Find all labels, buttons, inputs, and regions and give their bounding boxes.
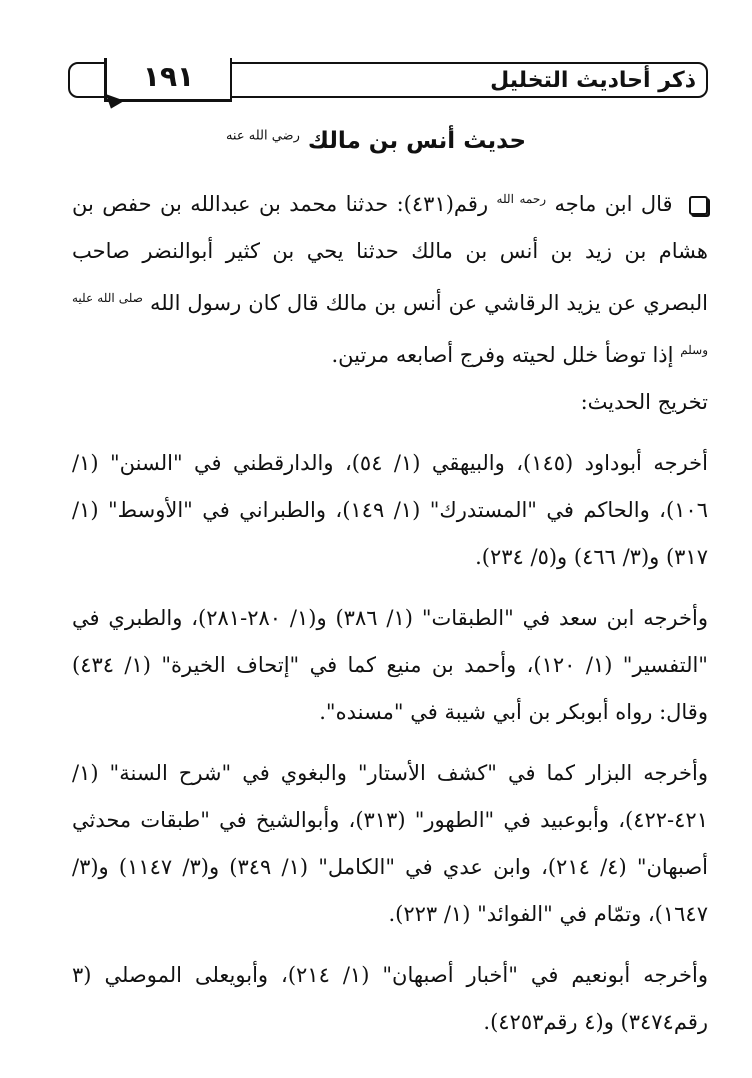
- main-text: [72, 176, 708, 1046]
- section-title-text: حديث أنس بن مالك: [307, 128, 527, 154]
- square-bullet-icon: [689, 196, 708, 215]
- hadith-intro: قال ابن ماجه: [554, 192, 673, 216]
- chapter-title: ذكر أحاديث التخليل: [490, 68, 696, 93]
- takhrij-paragraph-3: وأخرجه البزار كما في "كشف الأستار" والبغوي في "شرح السنة" (١/ ٤٢١-٤٢٢)، وأبوعبيد في "الطهور" (٣١٣)، وأبوالشيخ في "طبقات محدثي أصبهان" (٤/ ٢١٤)، وابن عدي في "الكامل" (١/ ٣٤٩) و(٣/ ١١٤٧) و(٣/ ١٦٤٧)، وتمّام في "الفوائد" (١/ ٢٢٣).: [72, 761, 708, 926]
- takhrij-paragraph-2: وأخرجه ابن سعد في "الطبقات" (١/ ٣٨٦) و(١/ ٢٨٠-٢٨١)، والطبري في "التفسير" (١/ ١٢٠)، وأحمد بن منيع كما في "إتحاف الخيرة" (١/ ٤٣٤) وقال: رواه أبوبكر بن أبي شيبة في "مسنده".: [72, 606, 708, 724]
- honorific-ligature: رضي الله عنه: [225, 128, 300, 144]
- hadith-paragraph: [72, 176, 708, 379]
- hadith-matn: إذا توضأ خلل لحيته وفرج أصابعه مرتين.: [331, 343, 674, 367]
- page-header: [68, 62, 708, 98]
- hadith-isnad: رقم(٤٣١): حدثنا محمد بن عبدالله بن حفص بن هشام بن زيد بن أنس بن مالك حدثنا يحي بن كثير أبوالنضر صاحب البصري عن يزيد الرقاشي عن أنس بن مالك قال كان رسول الله: [72, 192, 708, 315]
- takhrij-paragraph-4: وأخرجه أبونعيم في "أخبار أصبهان" (١/ ٢١٤)، وأبويعلى الموصلي (٣ رقم٣٤٧٤) و(٤ رقم٤٢٥٣).: [72, 963, 708, 1034]
- section-title: [0, 128, 752, 154]
- rahimahullah-ligature: رحمه الله: [496, 192, 547, 206]
- corner-mark-icon: [102, 94, 125, 112]
- takhrij-paragraph-1: أخرجه أبوداود (١٤٥)، والبيهقي (١/ ٥٤)، والدارقطني في "السنن" (١/ ١٠٦)، والحاكم في "المستدرك" (١/ ١٤٩)، والطبراني في "الأوسط" (١/ ٣١٧) و(٣/ ٤٦٦) و(٥/ ٢٣٤).: [72, 451, 708, 569]
- page-number: ١٩١: [142, 60, 195, 93]
- takhrij-heading: تخريج الحديث:: [580, 390, 708, 414]
- page-number-box: [104, 58, 232, 102]
- salawat-ligature: صلى الله عليه وسلم: [72, 291, 708, 357]
